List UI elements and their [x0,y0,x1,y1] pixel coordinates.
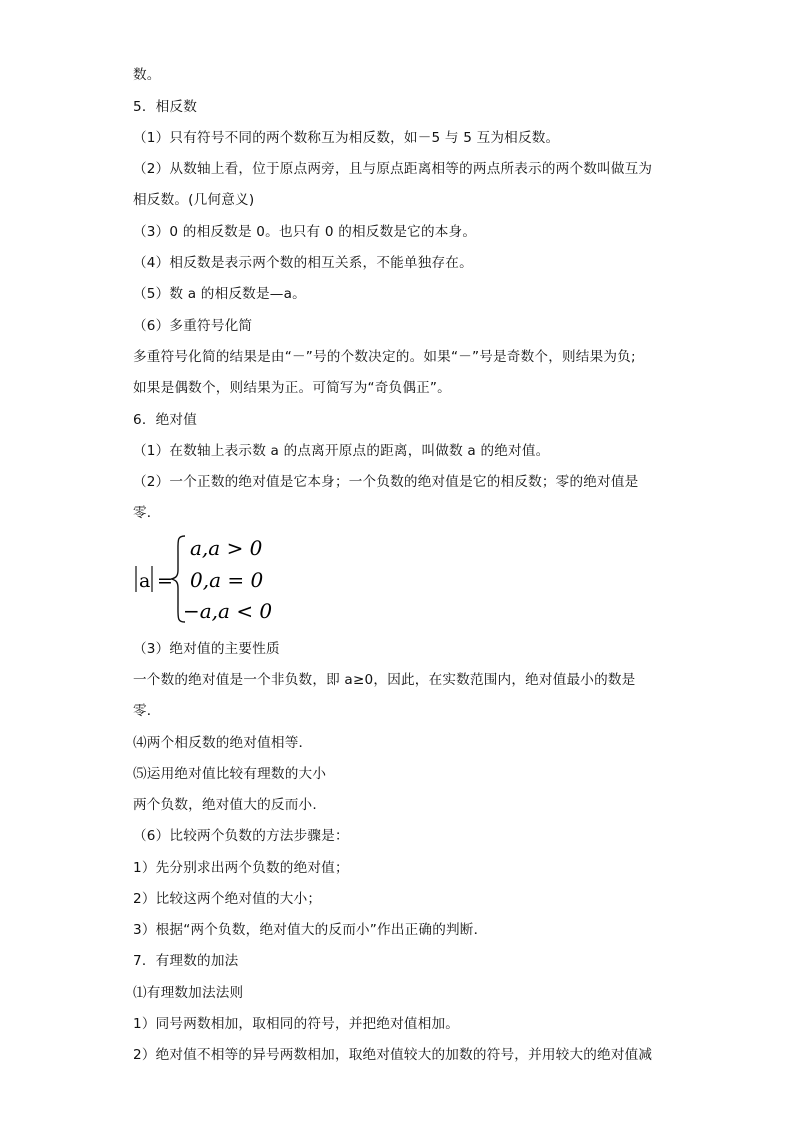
formula-lhs-variable: a [139,570,151,592]
section-heading-rational-addition: 7．有理数的加法 [133,953,239,969]
text-line: 两个负数，绝对值大的反而小. [133,797,317,813]
section-heading-absolute-value: 6．绝对值 [133,412,198,428]
text-line: 2）绝对值不相等的异号两数相加，取绝对值较大的加数的符号，并用较大的绝对值减 [133,1047,653,1063]
text-line: （3）0 的相反数是 0。也只有 0 的相反数是它的本身。 [133,224,477,240]
text-line: 相反数。(几何意义) [133,192,255,208]
text-line: （6）比较两个负数的方法步骤是： [133,828,349,844]
text-line: 零． [133,505,161,521]
formula-case-negative: −a,a < 0 [183,599,273,623]
text-line: 多重符号化简的结果是由“－”号的个数决定的。如果“－”号是奇数个，则结果为负; [133,349,636,365]
text-line: 1）先分别求出两个负数的绝对值； [133,860,349,876]
piecewise-formula-graphic [133,532,333,626]
text-line: 2）比较这两个绝对值的大小； [133,891,322,907]
text-line: （1）在数轴上表示数 a 的点离开原点的距离，叫做数 a 的绝对值。 [133,443,550,459]
text-line: ⑴有理数加法法则 [133,985,244,1001]
text-line: （1）只有符号不同的两个数称互为相反数，如－5 与 5 互为相反数。 [133,130,560,146]
section-heading-opposite-numbers: 5．相反数 [133,99,198,115]
text-line: （2）一个正数的绝对值是它本身；一个负数的绝对值是它的相反数；零的绝对值是 [133,474,639,490]
text-line: 一个数的绝对值是一个非负数，即 a≥0，因此，在实数范围内，绝对值最小的数是 [133,672,636,688]
text-line: ⑸运用绝对值比较有理数的大小 [133,766,327,782]
text-line: （2）从数轴上看，位于原点两旁，且与原点距离相等的两点所表示的两个数叫做互为 [133,161,653,177]
text-line: 零． [133,703,161,719]
text-line: （6）多重符号化简 [133,318,253,334]
text-line: 3）根据“两个负数，绝对值大的反而小”作出正确的判断． [133,922,488,938]
text-line: （3）绝对值的主要性质 [133,641,280,657]
text-line: 1）同号两数相加，取相同的符号，并把绝对值相加。 [133,1016,460,1032]
text-line: 如果是偶数个，则结果为正。可简写为“奇负偶正”。 [133,380,451,396]
text-line: 数。 [133,67,161,83]
text-line: （5）数 a 的相反数是—a。 [133,286,306,302]
formula-case-positive: a,a > 0 [190,536,263,560]
text-line: （4）相反数是表示两个数的相互关系，不能单独存在。 [133,255,473,271]
text-line: ⑷两个相反数的绝对值相等． [133,735,313,751]
absolute-value-formula [133,532,333,626]
formula-equals: = [157,570,173,592]
formula-case-zero: 0,a = 0 [190,568,264,592]
